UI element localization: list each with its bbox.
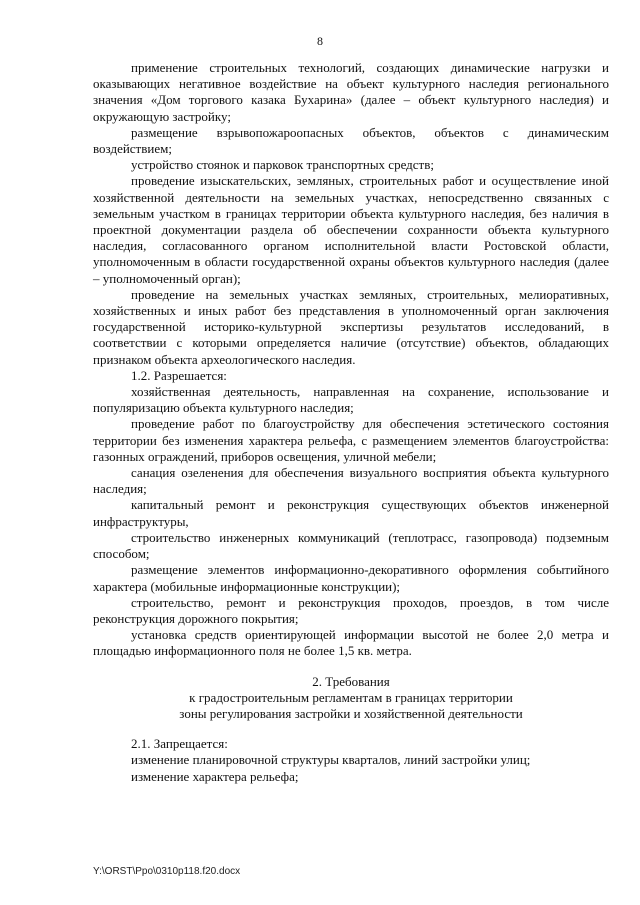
file-path-footer: Y:\ORST\Ppo\0310p118.f20.docx	[93, 866, 241, 877]
page-number: 8	[317, 34, 323, 48]
paragraph: санация озеленения для обеспечения визуального восприятия объекта культурного наследия;	[93, 465, 609, 497]
paragraph: применение строительных технологий, создающих динамические нагрузки и оказывающих негативное воздействие на объект культурного наследия регионального значения «Дом торгового казака Бухарина» (далее – объект культурного наследия) и окружающую застройку;	[93, 60, 609, 124]
section-subheading: 1.2. Разрешается:	[131, 367, 227, 383]
paragraph: строительство, ремонт и реконструкция проходов, проездов, в том числе реконструкция дорожного покрытия;	[93, 594, 609, 626]
paragraph: устройство стоянок и парковок транспортных средств;	[131, 157, 434, 173]
section-heading: к градостроительным регламентам в границах территории	[189, 689, 513, 705]
paragraph: размещение взрывопожароопасных объектов, объектов с динамическим воздействием;	[93, 124, 609, 157]
section-heading: 2. Требования	[312, 673, 390, 689]
paragraph: установка средств ориентирующей информации высотой не более 2,0 метра и площадью информационного поля не более 1,5 кв. метра.	[93, 627, 609, 659]
paragraph: хозяйственная деятельность, направленная на сохранение, использование и популяризацию объекта культурного наследия;	[93, 384, 609, 416]
paragraph: капитальный ремонт и реконструкция существующих объектов инженерной инфраструктуры,	[93, 497, 609, 529]
paragraph: изменение характера рельефа;	[131, 768, 299, 784]
paragraph: размещение элементов информационно-декоративного оформления событийного характера (мобильные информационные конструкции);	[93, 562, 609, 594]
paragraph: изменение планировочной структуры кварталов, линий застройки улиц;	[131, 752, 531, 768]
paragraph: проведение на земельных участках земляных, строительных, мелиоративных, хозяйственных и иных работ без представления в уполномоченный орган заключения государственной историко-культурной экспертизы результатов исследований, в соответствии с которыми определяется наличие (отсутствие) объектов, обладающих признаком объекта археологического наследия.	[93, 286, 609, 367]
paragraph: проведение работ по благоустройству для обеспечения эстетического состояния территории без изменения характера рельефа, с размещением элементов благоустройства: газонных ограждений, приборов освещения, уличной мебели;	[93, 416, 609, 464]
paragraph: строительство инженерных коммуникаций (теплотрасс, газопровода) подземным способом;	[93, 529, 609, 562]
document-body	[93, 60, 609, 785]
section-heading: зоны регулирования застройки и хозяйственной деятельности	[179, 705, 523, 721]
section-subheading: 2.1. Запрещается:	[131, 736, 228, 752]
paragraph: проведение изыскательских, земляных, строительных работ и осуществление иной хозяйственной деятельности на земельных участках, непосредственно связанных с земельным участком в границах территории объекта культурного наследия, без наличия в проектной документации раздела об обеспечении сохранности объекта культурного наследия, согласованного органом исполнительной власти Ростовской области, уполномоченным в области государственной охраны объектов культурного наследия (далее – уполномоченный орган);	[93, 173, 609, 286]
